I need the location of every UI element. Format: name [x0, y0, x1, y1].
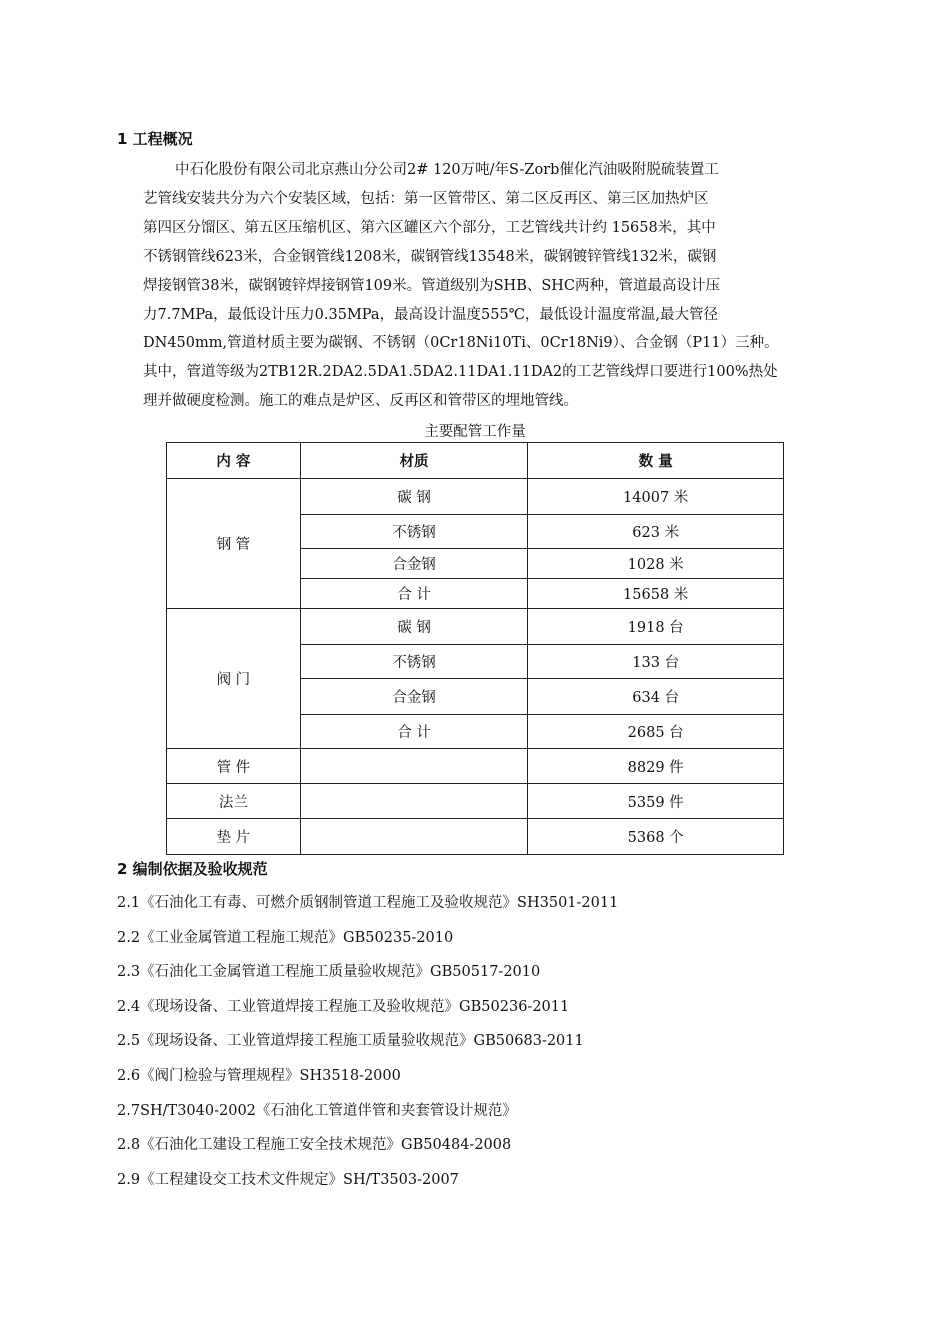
paragraph-line: 中石化股份有限公司北京燕山分公司2# 120万吨/年S-Zorb催化汽油吸附脱硫装置工 — [175, 162, 719, 178]
quantity-cell: 1918 台 — [528, 609, 784, 645]
overview-paragraph — [143, 156, 823, 416]
material-cell — [300, 784, 528, 819]
section1-heading: 1 工程概况 — [117, 130, 193, 148]
reference-item: 2.7SH/T3040-2002《石油化工管道伴管和夹套管设计规范》 — [117, 1102, 517, 1119]
header-content: 内 容 — [167, 443, 301, 479]
material-cell: 合 计 — [300, 579, 528, 609]
quantity-cell: 623 米 — [528, 515, 784, 549]
quantity-cell: 133 台 — [528, 645, 784, 679]
quantity-cell: 15658 米 — [528, 579, 784, 609]
valves-label: 阀 门 — [167, 609, 301, 749]
material-cell — [300, 749, 528, 784]
header-material: 材质 — [300, 443, 528, 479]
section2-heading: 2 编制依据及验收规范 — [117, 860, 268, 878]
material-cell: 合金钢 — [300, 549, 528, 579]
paragraph-line: 力7.7MPa，最低设计压力0.35MPa，最高设计温度555℃，最低设计温度常温,最大管径 — [143, 306, 719, 323]
table-row — [167, 609, 784, 645]
paragraph-line: DN450mm,管道材质主要为碳钢、不锈钢（0Cr18Ni10Ti、0Cr18Ni9）、合金钢（P11）三种。 — [143, 335, 779, 352]
table-caption: 主要配管工作量 — [424, 424, 526, 440]
material-cell: 不锈钢 — [300, 515, 528, 549]
table-row — [167, 479, 784, 515]
reference-item: 2.8《石油化工建设工程施工安全技术规范》GB50484-2008 — [117, 1137, 512, 1154]
reference-item: 2.1《石油化工有毒、可燃介质钢制管道工程施工及验收规范》SH3501-2011 — [117, 895, 619, 911]
material-cell: 碳 钢 — [300, 609, 528, 645]
flanges-label: 法兰 — [167, 784, 301, 819]
reference-item: 2.9《工程建设交工技术文件规定》SH/T3503-2007 — [117, 1171, 459, 1188]
header-quantity: 数 量 — [528, 443, 784, 479]
material-cell: 碳 钢 — [300, 479, 528, 515]
quantity-cell: 1028 米 — [528, 549, 784, 579]
reference-item: 2.3《石油化工金属管道工程施工质量验收规范》GB50517-2010 — [117, 964, 541, 981]
steel-pipe-label: 钢 管 — [167, 479, 301, 609]
reference-item: 2.5《现场设备、工业管道焊接工程施工质量验收规范》GB50683-2011 — [117, 1033, 584, 1050]
quantity-cell: 5359 件 — [528, 784, 784, 819]
fittings-label: 管 件 — [167, 749, 301, 784]
material-cell: 不锈钢 — [300, 645, 528, 679]
quantity-cell: 2685 台 — [528, 715, 784, 749]
table-row — [167, 819, 784, 855]
table-header-row — [167, 443, 784, 479]
gaskets-label: 垫 片 — [167, 819, 301, 855]
paragraph-line: 其中，管道等级为2TB12R.2DA2.5DA1.5DA2.11DA1.11DA2的工艺管线焊口要进行100%热处 — [143, 364, 778, 381]
material-cell — [300, 819, 528, 855]
material-cell: 合金钢 — [300, 679, 528, 715]
paragraph-line: 焊接钢管38米，碳钢镀锌焊接钢管109米。管道级别为SHB、SHC两种，管道最高设计压 — [143, 277, 721, 294]
quantity-cell: 8829 件 — [528, 749, 784, 784]
paragraph-line: 不锈钢管线623米，合金钢管线1208米，碳钢管线13548米，碳钢镀锌管线132米，碳钢 — [143, 248, 717, 265]
reference-item: 2.6《阀门检验与管理规程》SH3518-2000 — [117, 1067, 401, 1084]
quantity-cell: 14007 米 — [528, 479, 784, 515]
paragraph-line: 艺管线安装共分为六个安装区域，包括：第一区管带区、第二区反再区、第三区加热炉区 — [143, 190, 709, 207]
reference-item: 2.4《现场设备、工业管道焊接工程施工及验收规范》GB50236-2011 — [117, 998, 570, 1015]
quantity-cell: 5368 个 — [528, 819, 784, 855]
table-row — [167, 784, 784, 819]
reference-item: 2.2《工业金属管道工程施工规范》GB50235-2010 — [117, 929, 454, 946]
piping-workload-table — [166, 442, 784, 855]
quantity-cell: 634 台 — [528, 679, 784, 715]
material-cell: 合 计 — [300, 715, 528, 749]
reference-list — [117, 892, 618, 1203]
paragraph-line: 第四区分馏区、第五区压缩机区、第六区罐区六个部分，工艺管线共计约 15658米，其中 — [143, 219, 716, 236]
paragraph-line: 理并做硬度检测。施工的难点是炉区、反再区和管带区的埋地管线。 — [143, 393, 578, 410]
table-row — [167, 749, 784, 784]
